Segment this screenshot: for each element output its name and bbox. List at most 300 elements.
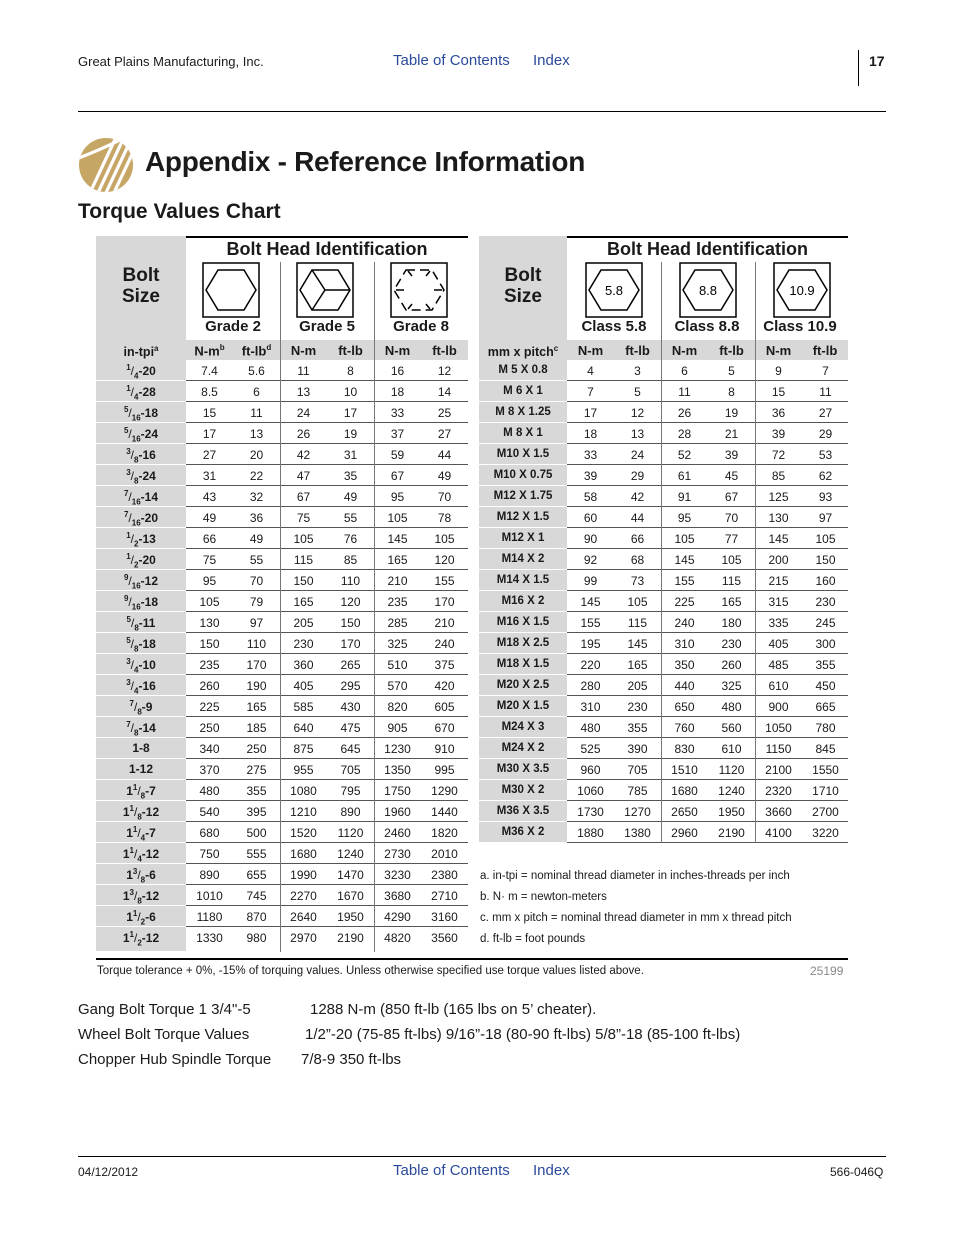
thread-count: -28 — [138, 385, 156, 399]
torque-value: 890 — [199, 868, 220, 882]
torque-value: 105 — [199, 595, 220, 609]
table-row — [96, 759, 468, 780]
torque-value: 650 — [674, 700, 695, 714]
torque-value: 7 — [822, 364, 829, 378]
bolt-size-cell: M24 X 2 — [479, 738, 567, 759]
torque-value: 17 — [202, 427, 217, 441]
torque-value: 165 — [246, 700, 267, 714]
torque-value: 450 — [815, 679, 836, 693]
torque-value: 42 — [630, 490, 645, 504]
bolt-size-cell — [96, 696, 186, 717]
torque-value: 95 — [677, 511, 692, 525]
thread-count: -12 — [141, 889, 160, 903]
torque-value: 955 — [293, 763, 314, 777]
torque-value: 165 — [721, 595, 742, 609]
torque-value: 59 — [390, 448, 405, 462]
fraction-numerator: 1 — [132, 909, 138, 918]
whole-part: 1 — [126, 910, 133, 924]
torque-value: 95 — [202, 574, 217, 588]
bolt-size-cell — [96, 486, 186, 507]
torque-value: 1050 — [765, 721, 792, 735]
bolt-size-cell: M36 X 2 — [479, 822, 567, 843]
torque-value: 1230 — [384, 742, 411, 756]
fraction-slash: / — [130, 658, 134, 672]
torque-value: 125 — [768, 490, 789, 504]
nm-header: N-m — [384, 343, 411, 358]
torque-value: 145 — [387, 532, 408, 546]
torque-value: 36 — [771, 406, 786, 420]
torque-value: 45 — [724, 469, 739, 483]
thread-count: -20 — [138, 553, 156, 567]
torque-value: 18 — [390, 385, 405, 399]
table-row — [479, 612, 849, 633]
torque-value: 44 — [437, 448, 452, 462]
table-row — [96, 717, 468, 738]
torque-value: 610 — [721, 742, 742, 756]
fraction-denominator: 8 — [137, 812, 142, 822]
torque-value: 225 — [674, 595, 695, 609]
torque-value: 1680 — [290, 847, 317, 861]
torque-value: 210 — [434, 616, 455, 630]
fraction-numerator: 7 — [129, 699, 134, 708]
header-index-link[interactable]: Index — [533, 52, 570, 69]
torque-value: 1950 — [718, 805, 745, 819]
torque-value: 110 — [246, 637, 267, 651]
bolt-size-cell — [96, 381, 186, 402]
torque-value: 2270 — [290, 889, 317, 903]
table-row — [479, 486, 849, 507]
torque-value: 1510 — [671, 763, 698, 777]
fraction-numerator: 5 — [126, 636, 131, 645]
grade-8-hex-icon — [390, 262, 448, 318]
torque-value: 19 — [724, 406, 739, 420]
thread-count: -16 — [138, 679, 156, 693]
torque-value: 960 — [580, 763, 601, 777]
thread-count: -24 — [138, 469, 156, 483]
fraction-numerator: 3 — [126, 678, 131, 687]
nm-note: b — [219, 343, 225, 352]
torque-value: 15 — [771, 385, 786, 399]
table-row — [479, 780, 849, 801]
torque-value: 230 — [721, 637, 742, 651]
torque-value: 7 — [587, 385, 594, 399]
bolt-size-cell: M16 X 2 — [479, 591, 567, 612]
fraction-slash: / — [130, 364, 134, 378]
torque-value: 900 — [768, 700, 789, 714]
torque-value: 795 — [340, 784, 361, 798]
torque-value: 5 — [634, 385, 641, 399]
table-row — [96, 570, 468, 591]
table-bottom-rule — [96, 958, 848, 960]
fraction-denominator: 8 — [140, 875, 146, 885]
whole-part: 1 — [122, 889, 130, 903]
fraction-numerator: 1 — [129, 846, 134, 855]
whole-part: 1 — [126, 784, 133, 798]
fraction-denominator: 2 — [134, 560, 139, 570]
torque-value: 2650 — [671, 805, 698, 819]
torque-value: 160 — [815, 574, 836, 588]
torque-value: 485 — [768, 658, 789, 672]
torque-value: 24 — [630, 448, 645, 462]
table-row — [96, 360, 468, 381]
torque-value: 210 — [387, 574, 408, 588]
torque-value: 195 — [580, 637, 601, 651]
torque-value: 785 — [627, 784, 648, 798]
fraction-slash: / — [137, 910, 141, 924]
bolt-size-cell: M 5 X 0.8 — [479, 360, 567, 381]
torque-value: 260 — [199, 679, 220, 693]
torque-value: 1750 — [384, 784, 411, 798]
fraction-numerator: 3 — [132, 867, 138, 876]
bolt-size-cell — [96, 822, 186, 843]
torque-value: 60 — [583, 511, 598, 525]
torque-value: 13 — [630, 427, 645, 441]
fraction-numerator: 1 — [126, 384, 131, 393]
torque-value: 105 — [434, 532, 455, 546]
table-row — [479, 759, 849, 780]
fraction-slash: / — [130, 553, 134, 567]
torque-value: 4290 — [384, 910, 411, 924]
thread-count: -10 — [138, 658, 156, 672]
torque-value: 11 — [819, 385, 832, 399]
column-divider — [755, 262, 756, 843]
bolt-size-cell — [96, 801, 186, 822]
table-row — [96, 822, 468, 843]
torque-value: 28 — [677, 427, 692, 441]
torque-value: 240 — [434, 637, 455, 651]
ftlb-header: ft-lb — [812, 343, 838, 358]
bolt-size-cell: M18 X 2.5 — [479, 633, 567, 654]
wheel-bolt-spec — [78, 1026, 741, 1043]
table-row — [96, 801, 468, 822]
torque-value: 665 — [815, 700, 836, 714]
torque-value: 25 — [437, 406, 452, 420]
torque-tolerance-note: Torque tolerance + 0%, -15% of torquing values. Unless otherwise specified use torque values listed above. — [97, 965, 644, 977]
header-toc-link[interactable]: Table of Contents — [393, 52, 510, 69]
footnote-b: b. N· m = newton-meters — [480, 891, 607, 903]
fraction-slash: / — [128, 490, 132, 504]
torque-value: 145 — [674, 553, 695, 567]
torque-value: 180 — [721, 616, 742, 630]
torque-value: 230 — [293, 637, 314, 651]
torque-value: 605 — [434, 700, 455, 714]
table-row — [96, 738, 468, 759]
torque-value: 93 — [818, 490, 833, 504]
torque-value: 73 — [630, 574, 645, 588]
torque-value: 845 — [815, 742, 836, 756]
company-name: Great Plains Manufacturing, Inc. — [78, 54, 264, 69]
bolt-size-cell — [96, 402, 186, 423]
torque-value: 2710 — [431, 889, 458, 903]
gang-bolt-spec — [78, 1001, 597, 1018]
thread-count: -6 — [145, 910, 156, 924]
torque-value: 31 — [343, 448, 358, 462]
torque-value: 745 — [246, 889, 267, 903]
torque-value: 1240 — [337, 847, 364, 861]
torque-value: 58 — [583, 490, 598, 504]
table-row — [479, 633, 849, 654]
torque-value: 150 — [293, 574, 314, 588]
torque-value: 49 — [202, 511, 217, 525]
thread-count: -16 — [138, 448, 156, 462]
torque-value: 1950 — [337, 910, 364, 924]
torque-value: 430 — [340, 700, 361, 714]
bolt-size-cell — [96, 633, 186, 654]
table-row — [96, 591, 468, 612]
torque-value: 115 — [627, 616, 648, 630]
torque-value: 9 — [775, 364, 782, 378]
footnotes — [480, 866, 792, 950]
bolt-size-cell — [96, 612, 186, 633]
torque-value: 395 — [246, 805, 267, 819]
thread-count: -7 — [145, 826, 156, 840]
footer-rule — [78, 1156, 886, 1157]
bolt-head-identification-title: Bolt Head Identification — [226, 239, 428, 259]
torque-value: 43 — [202, 490, 217, 504]
column-divider — [374, 262, 375, 952]
fraction-denominator: 16 — [131, 602, 141, 612]
torque-value: 5.6 — [248, 364, 265, 378]
torque-value: 555 — [246, 847, 267, 861]
spec-value: 7/8-9 350 ft-lbs — [301, 1051, 402, 1068]
torque-value: 1820 — [431, 826, 458, 840]
torque-value: 105 — [627, 595, 648, 609]
bolt-size-cell: M 8 X 1.25 — [479, 402, 567, 423]
spec-value: 1/2”-20 (75-85 ft-lbs) 9/16”-18 (80-90 ft-lbs) 5/8”-18 (85-100 ft-lbs) — [305, 1026, 741, 1043]
fraction-numerator: 3 — [129, 888, 134, 897]
thread-count: -20 — [138, 364, 156, 378]
ftlb-header — [233, 343, 280, 358]
torque-value: 85 — [343, 553, 358, 567]
torque-value: 170 — [246, 658, 267, 672]
fraction-slash: / — [134, 889, 138, 903]
fraction-slash: / — [128, 406, 132, 420]
fraction-denominator: 8 — [134, 455, 139, 465]
bolt-size-cell — [96, 738, 186, 759]
torque-value: 15 — [202, 406, 217, 420]
torque-value: 27 — [818, 406, 833, 420]
torque-value: 500 — [246, 826, 267, 840]
torque-value: 3660 — [765, 805, 792, 819]
torque-value: 39 — [771, 427, 786, 441]
fraction-denominator: 8 — [137, 896, 142, 906]
footer-index-link[interactable]: Index — [533, 1162, 570, 1179]
torque-value: 31 — [202, 469, 217, 483]
torque-value: 3 — [634, 364, 641, 378]
torque-value: 67 — [390, 469, 405, 483]
torque-value: 1990 — [290, 868, 317, 882]
thread-count: -18 — [138, 637, 156, 651]
torque-value: 27 — [437, 427, 452, 441]
torque-value: 105 — [387, 511, 408, 525]
torque-value: 480 — [199, 784, 220, 798]
torque-value: 1150 — [765, 742, 792, 756]
footer-toc-link[interactable]: Table of Contents — [393, 1162, 510, 1179]
class-8-8-label: Class 8.8 — [674, 318, 740, 335]
torque-value: 110 — [340, 574, 361, 588]
footnote-d: d. ft-lb = foot pounds — [480, 933, 586, 945]
header-divider — [858, 50, 859, 86]
bolt-size-cell: M20 X 1.5 — [479, 696, 567, 717]
bolt-size-cell — [96, 360, 186, 381]
header-rule — [186, 236, 468, 238]
fraction-denominator: 16 — [131, 434, 141, 444]
torque-value: 16 — [390, 364, 405, 378]
bolt-size-cell — [96, 885, 186, 906]
torque-value: 610 — [768, 679, 789, 693]
torque-value: 95 — [390, 490, 405, 504]
torque-value: 820 — [387, 700, 408, 714]
thread-count: -14 — [138, 721, 156, 735]
bolt-size-cell: M30 X 2 — [479, 780, 567, 801]
fraction-numerator: 1 — [126, 552, 131, 561]
class-8-8-mark: 8.8 — [698, 283, 718, 298]
torque-value: 22 — [249, 469, 264, 483]
torque-value: 2380 — [431, 868, 458, 882]
fraction-slash: / — [130, 637, 134, 651]
torque-value: 26 — [296, 427, 311, 441]
torque-value: 240 — [674, 616, 695, 630]
torque-value: 165 — [387, 553, 408, 567]
bolt-size-cell — [96, 654, 186, 675]
torque-value: 1120 — [718, 763, 745, 777]
torque-value: 145 — [768, 532, 789, 546]
fraction-numerator: 9 — [123, 573, 129, 582]
spec-label: Chopper Hub Spindle Torque — [78, 1051, 272, 1068]
torque-value: 355 — [246, 784, 267, 798]
page-number: 17 — [869, 53, 885, 69]
torque-value: 265 — [340, 658, 361, 672]
torque-value: 390 — [627, 742, 648, 756]
great-plains-logo-icon — [78, 137, 134, 193]
fraction-numerator: 7 — [123, 510, 129, 519]
torque-value: 55 — [249, 553, 264, 567]
torque-value: 1550 — [812, 763, 839, 777]
torque-value: 230 — [627, 700, 648, 714]
table-row — [96, 906, 468, 927]
table-row — [479, 423, 849, 444]
torque-value: 1060 — [577, 784, 604, 798]
torque-value: 27 — [202, 448, 217, 462]
torque-value: 67 — [724, 490, 739, 504]
table-row — [479, 717, 849, 738]
torque-value: 225 — [199, 700, 220, 714]
table-row — [479, 465, 849, 486]
thread-count: -7 — [145, 784, 156, 798]
torque-value: 14 — [437, 385, 452, 399]
torque-value: 705 — [627, 763, 648, 777]
bolt-size-cell — [96, 780, 186, 801]
fraction-denominator: 8 — [140, 791, 146, 801]
torque-value: 2100 — [765, 763, 792, 777]
thread-count: -18 — [140, 595, 159, 609]
fraction-denominator: 8 — [134, 476, 139, 486]
fraction-numerator: 3 — [126, 447, 131, 456]
torque-value: 475 — [340, 721, 361, 735]
torque-value: 405 — [768, 637, 789, 651]
table-row — [479, 591, 849, 612]
class-10-9-mark: 10.9 — [789, 283, 815, 298]
class-5-8-label: Class 5.8 — [581, 318, 647, 335]
torque-value: 2970 — [290, 931, 317, 945]
fraction-numerator: 7 — [126, 720, 131, 729]
torque-value: 1730 — [577, 805, 604, 819]
torque-value: 120 — [434, 553, 455, 567]
thread-count: -12 — [141, 805, 160, 819]
table-row — [479, 528, 849, 549]
torque-value: 4820 — [384, 931, 411, 945]
torque-value: 680 — [199, 826, 220, 840]
bolt-size-cell — [96, 927, 186, 952]
torque-value: 33 — [390, 406, 405, 420]
bolt-size-cell: M36 X 3.5 — [479, 801, 567, 822]
torque-value: 215 — [768, 574, 789, 588]
table-row — [96, 696, 468, 717]
thread-count: -24 — [140, 427, 159, 441]
torque-value: 560 — [721, 721, 742, 735]
torque-value: 24 — [296, 406, 311, 420]
table-row — [479, 675, 849, 696]
thread-count: -6 — [145, 868, 156, 882]
bolt-size-cell: M 8 X 1 — [479, 423, 567, 444]
table-row — [479, 444, 849, 465]
torque-value: 335 — [768, 616, 789, 630]
torque-value: 1670 — [337, 889, 364, 903]
grade-5-hex-icon — [296, 262, 354, 318]
torque-value: 145 — [627, 637, 648, 651]
torque-value: 645 — [340, 742, 361, 756]
bolt-size-cell — [96, 423, 186, 444]
torque-value: 72 — [771, 448, 786, 462]
bolt-size-cell — [96, 570, 186, 591]
torque-value: 250 — [199, 721, 220, 735]
torque-value: 26 — [677, 406, 692, 420]
bolt-size-cell: M30 X 3.5 — [479, 759, 567, 780]
fraction-slash: / — [130, 532, 134, 546]
fraction-numerator: 9 — [123, 594, 129, 603]
torque-value: 68 — [630, 553, 645, 567]
torque-value: 12 — [437, 364, 452, 378]
torque-value: 75 — [202, 553, 217, 567]
torque-value: 105 — [721, 553, 742, 567]
torque-value: 905 — [387, 721, 408, 735]
torque-value: 245 — [815, 616, 836, 630]
torque-value: 6 — [681, 364, 688, 378]
row-divider — [567, 842, 848, 843]
torque-value: 370 — [199, 763, 220, 777]
whole-part: 1-12 — [128, 762, 154, 776]
torque-value: 325 — [721, 679, 742, 693]
torque-value: 340 — [199, 742, 220, 756]
thread-count: -12 — [141, 847, 160, 861]
torque-value: 220 — [580, 658, 601, 672]
table-row — [479, 549, 849, 570]
torque-value: 1180 — [196, 910, 223, 924]
torque-value: 115 — [721, 574, 742, 588]
torque-value: 77 — [724, 532, 739, 546]
torque-value: 355 — [815, 658, 836, 672]
table-row — [96, 402, 468, 423]
thread-count: -14 — [140, 490, 159, 504]
torque-value: 280 — [580, 679, 601, 693]
table-row — [479, 570, 849, 591]
table-row — [479, 654, 849, 675]
torque-value: 705 — [340, 763, 361, 777]
torque-value: 760 — [674, 721, 695, 735]
bolt-size-cell: M12 X 1.75 — [479, 486, 567, 507]
torque-value: 1080 — [290, 784, 317, 798]
table-row — [96, 612, 468, 633]
